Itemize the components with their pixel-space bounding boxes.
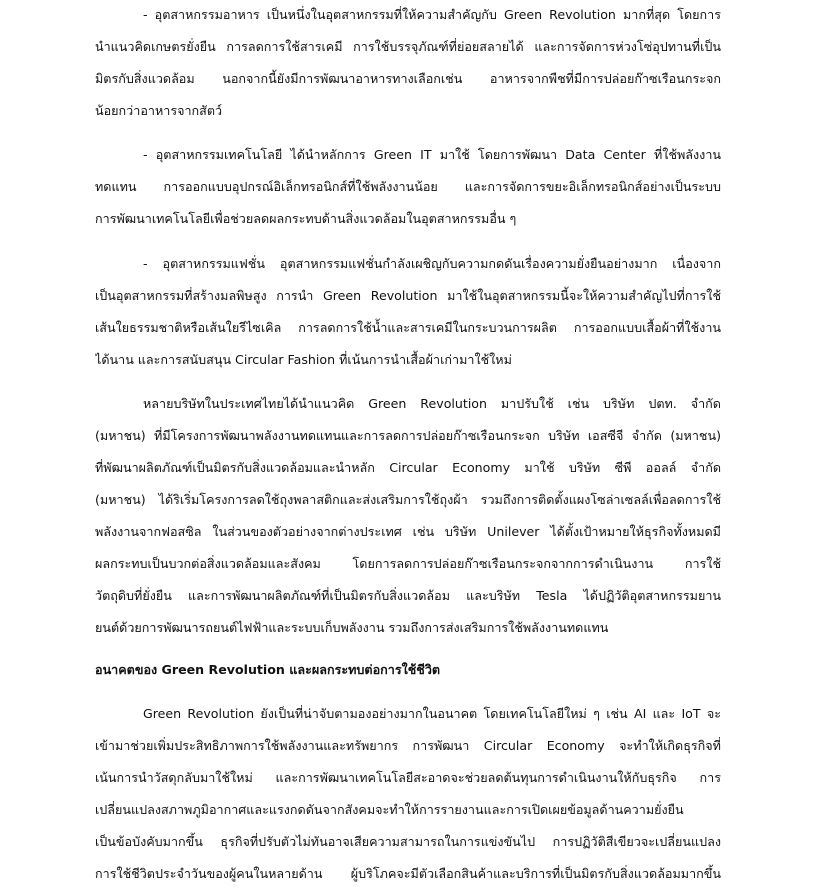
text-line: (มหาชน) ได้ริเริ่มโครงการลดใช้ถุงพลาสติกและส่งเสริมการใช้ถุงผ้า รวมถึงการติดตั้งแผงโซล่าเซลล์เพื่อลดการใช้ [95, 492, 721, 507]
text-line: มิตรกับสิ่งแวดล้อม นอกจากนี้ยังมีการพัฒนาอาหารทางเลือกเช่น อาหารจากพืชที่มีการปล่อยก๊าซเรือนกระจก [95, 71, 721, 86]
text-line: การใช้ชีวิตประจำวันของผู้คนในหลายด้าน ผู้บริโภคจะมีตัวเลือกสินค้าและบริการที่เป็นมิตรกับสิ่งแวดล้อมมากขึ้น [95, 866, 721, 881]
text-line: พลังงานจากฟอสซิล ในส่วนของตัวอย่างจากต่างประเทศ เช่น บริษัท Unilever ได้ตั้งเป้าหมายให้ธุรกิจทั้งหมดมี [95, 524, 721, 539]
text-line: นำแนวคิดเกษตรยั่งยืน การลดการใช้สารเคมี การใช้บรรจุภัณฑ์ที่ย่อยสลายได้ และการจัดการห่วงโซ่อุปทานที่เป็น [95, 39, 721, 54]
text-line: ได้นาน และการสนับสนุน Circular Fashion ที่เน้นการนำเสื้อผ้าเก่ามาใช้ใหม่ [95, 352, 512, 367]
text-line: - อุตสาหกรรมแฟชั่น อุตสาหกรรมแฟชั่นกำลังเผชิญกับความกดดันเรื่องความยั่งยืนอย่างมาก เนื่องจาก [143, 256, 721, 271]
text-line: การพัฒนาเทคโนโลยีเพื่อช่วยลดผลกระทบด้านสิ่งแวดล้อมในอุตสาหกรรมอื่น ๆ [95, 211, 517, 226]
text-line: วัตถุดิบที่ยั่งยืน และการพัฒนาผลิตภัณฑ์ที่เป็นมิตรกับสิ่งแวดล้อม และบริษัท Tesla ได้ปฏิวัติอุตสาหกรรมยาน [95, 588, 721, 603]
text-line: เข้ามาช่วยเพิ่มประสิทธิภาพการใช้พลังงานและทรัพยากร การพัฒนา Circular Economy จะทำให้เกิดธุรกิจที่ [95, 738, 721, 753]
text-line: ยนต์ด้วยการพัฒนารถยนต์ไฟฟ้าและระบบเก็บพลังงาน รวมถึงการส่งเสริมการใช้พลังงานทดแทน [95, 620, 609, 635]
text-line: - อุตสาหกรรมอาหาร เป็นหนึ่งในอุตสาหกรรมที่ให้ความสำคัญกับ Green Revolution มากที่สุด โดยการ [143, 7, 721, 22]
section-heading: อนาคตของ Green Revolution และผลกระทบต่อการใช้ชีวิต [95, 662, 441, 677]
text-line: ทดแทน การออกแบบอุปกรณ์อิเล็กทรอนิกส์ที่ใช้พลังงานน้อย และการจัดการขยะอิเล็กทรอนิกส์อย่างเป็นระบบ [95, 179, 721, 194]
text-line: หลายบริษัทในประเทศไทยได้นำแนวคิด Green Revolution มาปรับใช้ เช่น บริษัท ปตท. จำกัด [143, 396, 721, 411]
text-line: - อุตสาหกรรมเทคโนโลยี ได้นำหลักการ Green IT มาใช้ โดยการพัฒนา Data Center ที่ใช้พลังงาน [143, 147, 721, 162]
text-line: เส้นใยธรรมชาติหรือเส้นใยรีไซเคิล การลดการใช้น้ำและสารเคมีในกระบวนการผลิต การออกแบบเสื้อผ้าที่ใช้งาน [95, 320, 721, 335]
text-line: เป็นอุตสาหกรรมที่สร้างมลพิษสูง การนำ Green Revolution มาใช้ในอุตสาหกรรมนี้จะให้ความสำคัญไปที่การใช้ [95, 288, 721, 303]
text-line: Green Revolution ยังเป็นที่น่าจับตามองอย่างมากในอนาคต โดยเทคโนโลยีใหม่ ๆ เช่น AI และ IoT จะ [143, 706, 721, 721]
text-line: น้อยกว่าอาหารจากสัตว์ [95, 103, 223, 118]
text-line: ที่พัฒนาผลิตภัณฑ์เป็นมิตรกับสิ่งแวดล้อมและนำหลัก Circular Economy มาใช้ บริษัท ซีพี ออลล์ จำกัด [95, 460, 721, 475]
text-line: เปลี่ยนแปลงสภาพภูมิอากาศและแรงกดดันจากสังคมจะทำให้การรายงานและการเปิดเผยข้อมูลด้านความยั่งยืน [95, 802, 684, 817]
text-line: เน้นการนำวัสดุกลับมาใช้ใหม่ และการพัฒนาเทคโนโลยีสะอาดจะช่วยลดต้นทุนการดำเนินงานให้กับธุรกิจ การ [95, 770, 721, 785]
text-line: เป็นข้อบังคับมากขึ้น ธุรกิจที่ปรับตัวไม่ทันอาจเสียความสามารถในการแข่งขันไป การปฏิวัติสีเขียวจะเปลี่ยนแปลง [95, 834, 721, 849]
text-line: ผลกระทบเป็นบวกต่อสิ่งแวดล้อมและสังคม โดยการลดการปล่อยก๊าซเรือนกระจกจากการดำเนินงาน การใช้ [95, 556, 721, 571]
text-line: (มหาชน) ที่มีโครงการพัฒนาพลังงานทดแทนและการลดการปล่อยก๊าซเรือนกระจก บริษัท เอสซีจี จำกัด (มหาชน) [95, 428, 721, 443]
